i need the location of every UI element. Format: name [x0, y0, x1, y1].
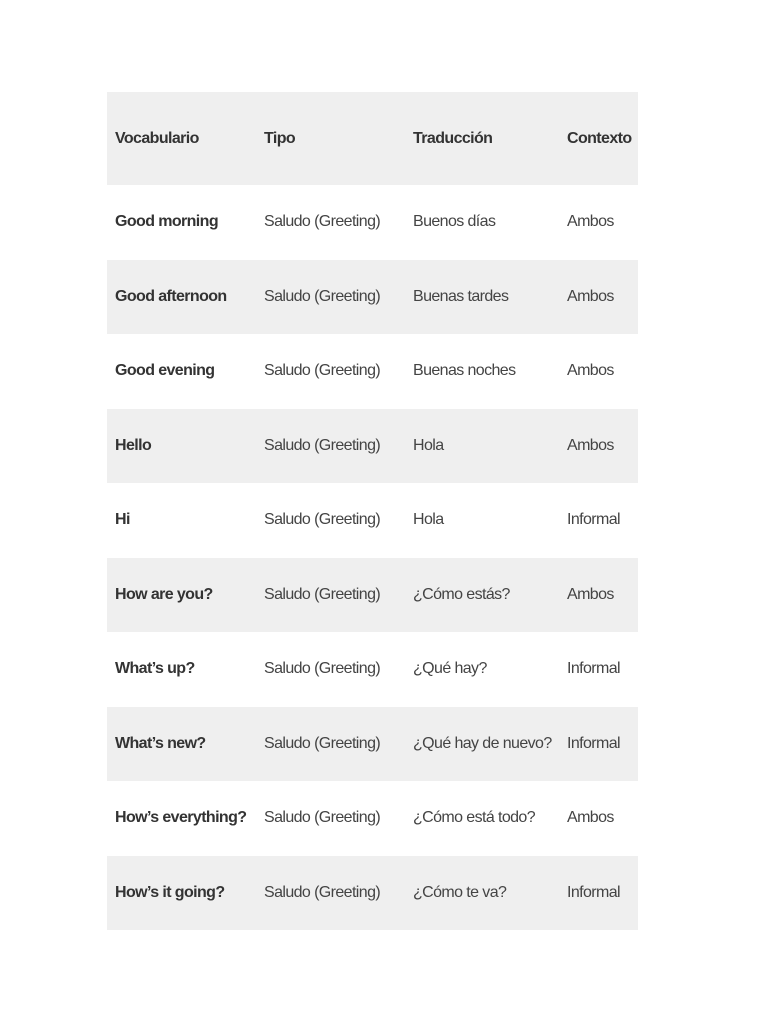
vocab-term: What’s new?: [115, 734, 206, 752]
table-row: [107, 409, 638, 484]
vocab-term: How are you?: [115, 585, 213, 603]
table-row: [107, 185, 638, 260]
table-row: [107, 781, 638, 856]
vocab-term: How’s everything?: [115, 809, 247, 827]
vocab-context: Ambos: [567, 809, 614, 827]
vocab-translation: Buenas tardes: [413, 287, 509, 305]
vocabulary-table: [107, 92, 638, 930]
vocab-context: Informal: [567, 734, 620, 752]
vocab-context: Ambos: [567, 436, 614, 454]
vocab-type: Saludo (Greeting): [264, 734, 381, 752]
vocab-type: Saludo (Greeting): [264, 213, 381, 231]
vocab-type: Saludo (Greeting): [264, 287, 381, 305]
vocab-context: Informal: [567, 883, 620, 901]
vocab-translation: Buenas noches: [413, 362, 516, 380]
vocab-term: Good evening: [115, 362, 215, 380]
vocab-term: How’s it going?: [115, 883, 225, 901]
table-row: [107, 260, 638, 335]
vocab-translation: ¿Cómo te va?: [413, 883, 507, 901]
vocab-translation: ¿Qué hay de nuevo?: [413, 734, 552, 752]
vocab-type: Saludo (Greeting): [264, 809, 381, 827]
vocab-context: Ambos: [567, 362, 614, 380]
header-row: [107, 92, 638, 185]
header-traduccion: Traducción: [413, 129, 493, 147]
vocab-context: Ambos: [567, 213, 614, 231]
table-row: [107, 334, 638, 409]
header-vocabulario: Vocabulario: [115, 129, 199, 147]
vocab-term: What’s up?: [115, 660, 195, 678]
table-row: [107, 856, 638, 931]
vocab-type: Saludo (Greeting): [264, 585, 381, 603]
table-row: [107, 483, 638, 558]
header-contexto: Contexto: [567, 130, 632, 147]
vocab-translation: Hola: [413, 511, 444, 529]
vocab-term: Good afternoon: [115, 287, 227, 305]
vocab-translation: ¿Cómo está todo?: [413, 809, 536, 827]
vocab-type: Saludo (Greeting): [264, 362, 381, 380]
table-body: [107, 185, 638, 930]
vocab-term: Hi: [115, 511, 130, 529]
vocab-translation: ¿Cómo estás?: [413, 585, 510, 603]
vocab-type: Saludo (Greeting): [264, 511, 381, 529]
vocab-type: Saludo (Greeting): [264, 660, 381, 678]
vocab-context: Informal: [567, 660, 620, 678]
vocab-term: Hello: [115, 436, 152, 454]
table-header: [107, 92, 638, 185]
vocab-context: Ambos: [567, 585, 614, 603]
vocab-term: Good morning: [115, 213, 219, 231]
table-row: [107, 558, 638, 633]
vocab-context: Informal: [567, 511, 620, 529]
vocab-translation: Buenos días: [413, 213, 496, 231]
table-row: [107, 707, 638, 782]
vocab-type: Saludo (Greeting): [264, 436, 381, 454]
vocab-translation: Hola: [413, 436, 444, 454]
vocab-translation: ¿Qué hay?: [413, 660, 487, 678]
header-tipo: Tipo: [264, 129, 296, 147]
vocab-context: Ambos: [567, 287, 614, 305]
vocab-type: Saludo (Greeting): [264, 883, 381, 901]
table-row: [107, 632, 638, 707]
